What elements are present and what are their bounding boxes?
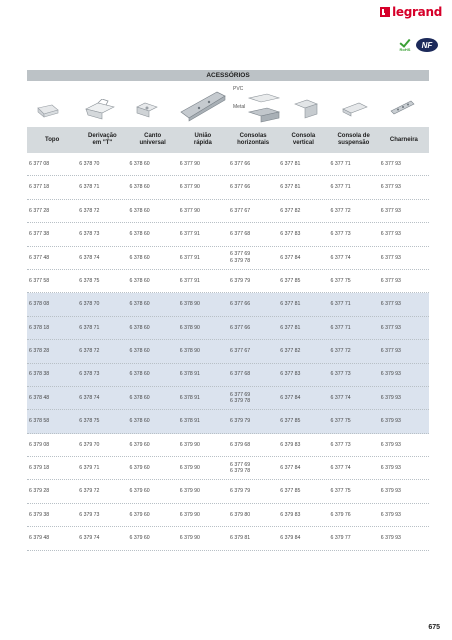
reference-cell: 6 377 90 [179,184,200,191]
reference-cell: 6 379 90 [179,535,200,542]
column-header-line1: Canto [144,133,162,140]
reference-code: 6 379 78 [230,468,251,475]
reference-stack [230,251,250,264]
column-header-line1: Topo [45,136,60,143]
reference-cell: 6 379 90 [179,511,200,518]
reference-cell: 6 378 91 [179,371,200,378]
suspension-bracket-image [341,101,369,117]
reference-cell: 6 377 48 [29,254,50,261]
table-row [27,364,429,387]
section-banner [27,70,429,81]
reference-cell: 6 378 60 [129,394,150,401]
reference-cell: 6 378 71 [79,324,100,331]
reference-cell: 6 378 60 [129,254,150,261]
reference-cell: 6 378 60 [129,324,150,331]
reference-cell: 6 377 81 [280,301,301,308]
reference-cell: 6 377 93 [380,160,401,167]
column-header-label [139,133,165,146]
reference-code: 6 377 69 [230,391,251,398]
reference-cell: 6 377 18 [29,184,50,191]
reference-cell: 6 377 71 [330,160,351,167]
column-header-label [88,133,117,146]
column-header-line1: Derivação [88,133,117,140]
reference-cell: 6 377 71 [330,184,351,191]
reference-cell: 6 377 38 [29,231,50,238]
reference-cell: 6 378 72 [79,207,100,214]
table-body [27,153,429,551]
reference-cell: 6 378 60 [129,231,150,238]
reference-cell: 6 377 28 [29,207,50,214]
table-row [27,200,429,223]
reference-cell: 6 378 90 [179,324,200,331]
reference-cell [228,457,278,479]
reference-cell: 6 379 79 [230,418,251,425]
reference-cell: 6 379 93 [380,418,401,425]
reference-cell: 6 377 93 [380,277,401,284]
table-row [27,434,429,457]
table-row [27,247,429,270]
reference-cell: 6 379 70 [79,441,100,448]
product-images [27,82,429,127]
reference-cell: 6 377 71 [330,324,351,331]
column-header [329,127,379,153]
reference-cell: 6 377 68 [230,231,251,238]
column-header [278,127,328,153]
reference-cell: 6 378 75 [79,418,100,425]
reference-cell: 6 379 38 [29,511,50,518]
column-header-line2: horizontais [237,140,270,146]
table-row [27,340,429,363]
column-header-label [237,133,269,146]
reference-cell: 6 377 93 [380,231,401,238]
reference-stack [230,462,250,475]
column-header [77,127,127,153]
end-cap-image [37,104,59,118]
reference-cell: 6 378 60 [129,371,150,378]
column-header-label [45,137,59,144]
reference-cell: 6 378 72 [79,348,100,355]
column-header [178,127,228,153]
reference-cell: 6 379 08 [29,441,50,448]
reference-cell: 6 379 81 [230,535,251,542]
reference-cell: 6 377 08 [29,160,50,167]
reference-cell: 6 377 67 [230,207,251,214]
table-row [27,293,429,316]
reference-cell: 6 377 82 [280,207,301,214]
rohs-badge [399,39,411,52]
reference-cell: 6 377 90 [179,207,200,214]
reference-cell: 6 379 76 [330,511,351,518]
reference-cell: 6 379 60 [129,465,150,472]
reference-cell: 6 377 73 [330,441,351,448]
reference-cell: 6 377 74 [330,465,351,472]
reference-cell: 6 377 93 [380,324,401,331]
reference-cell: 6 377 73 [330,231,351,238]
reference-cell: 6 377 81 [280,184,301,191]
reference-cell: 6 378 74 [79,254,100,261]
reference-cell: 6 379 93 [380,371,401,378]
column-header [379,127,429,153]
reference-cell: 6 378 90 [179,301,200,308]
reference-cell: 6 378 71 [79,184,100,191]
reference-cell: 6 377 72 [330,207,351,214]
reference-cell: 6 377 93 [380,348,401,355]
reference-cell: 6 379 73 [79,511,100,518]
reference-cell: 6 378 91 [179,394,200,401]
reference-cell: 6 377 93 [380,184,401,191]
quick-coupler-image [179,90,227,122]
tee-junction-image [84,99,116,121]
reference-cell: 6 378 28 [29,348,50,355]
reference-cell [228,387,278,409]
reference-cell: 6 377 68 [230,371,251,378]
column-header-label [337,133,369,146]
reference-cell: 6 377 82 [280,348,301,355]
nf-badge: NF [416,38,438,52]
column-header-label [390,137,418,144]
reference-cell: 6 379 83 [280,511,301,518]
reference-cell: 6 377 58 [29,277,50,284]
section-title: ACESSÓRIOS [206,72,250,79]
reference-cell: 6 377 91 [179,277,200,284]
reference-cell: 6 379 28 [29,488,50,495]
table-row [27,480,429,503]
reference-cell: 6 377 74 [330,394,351,401]
reference-cell: 6 379 93 [380,441,401,448]
reference-cell: 6 377 75 [330,418,351,425]
reference-cell: 6 379 79 [230,277,251,284]
reference-cell: 6 377 83 [280,231,301,238]
reference-cell: 6 377 66 [230,301,251,308]
reference-cell: 6 379 93 [380,394,401,401]
reference-cell: 6 377 93 [380,254,401,261]
table-row [27,223,429,246]
reference-cell: 6 377 85 [280,418,301,425]
column-header-line1: Charneira [389,136,418,143]
reference-cell: 6 379 60 [129,511,150,518]
table-row [27,317,429,340]
reference-cell: 6 378 60 [129,348,150,355]
reference-code: 6 379 78 [230,398,251,405]
reference-cell: 6 377 84 [280,465,301,472]
reference-code: 6 377 69 [230,461,251,468]
certifications [399,38,438,52]
reference-stack [230,392,250,405]
brand-name: legrand [392,5,442,19]
reference-cell: 6 378 60 [129,160,150,167]
table-row [27,527,429,550]
table-row [27,270,429,293]
reference-cell: 6 378 48 [29,394,50,401]
column-header [228,127,278,153]
reference-cell: 6 377 66 [230,160,251,167]
reference-cell: 6 378 18 [29,324,50,331]
reference-cell: 6 378 75 [79,277,100,284]
reference-cell: 6 379 90 [179,441,200,448]
reference-cell: 6 379 93 [380,488,401,495]
reference-cell: 6 379 93 [380,465,401,472]
reference-cell: 6 378 38 [29,371,50,378]
table-row [27,176,429,199]
reference-cell: 6 377 93 [380,207,401,214]
reference-cell: 6 377 71 [330,301,351,308]
reference-cell: 6 378 08 [29,301,50,308]
reference-cell: 6 377 91 [179,231,200,238]
column-header-line2: universal [139,140,166,146]
column-header-line2: vertical [292,140,314,146]
reference-cell: 6 377 83 [280,371,301,378]
reference-cell: 6 379 93 [380,511,401,518]
reference-cell: 6 379 18 [29,465,50,472]
column-header [27,127,77,153]
reference-cell: 6 379 71 [79,465,100,472]
column-header-line2: em "T" [92,140,113,146]
reference-cell: 6 379 79 [230,488,251,495]
column-header [128,127,178,153]
table-row [27,387,429,410]
reference-cell: 6 377 91 [179,254,200,261]
table-row [27,504,429,527]
reference-cell: 6 377 66 [230,184,251,191]
pvc-tag: PVC [233,86,244,92]
reference-cell: 6 379 60 [129,441,150,448]
hinge-image [389,99,415,117]
table-row [27,410,429,433]
reference-code: 6 379 78 [230,257,251,264]
reference-cell: 6 378 90 [179,348,200,355]
reference-cell: 6 378 60 [129,418,150,425]
reference-cell: 6 379 74 [79,535,100,542]
reference-cell: 6 377 75 [330,488,351,495]
vertical-bracket-image [293,98,319,120]
reference-cell: 6 377 66 [230,324,251,331]
reference-cell: 6 377 84 [280,394,301,401]
column-header-line2: rápida [193,140,212,146]
reference-cell [228,247,278,269]
column-header-line1: União [194,133,212,140]
reference-cell: 6 377 93 [380,301,401,308]
reference-cell: 6 379 90 [179,488,200,495]
reference-cell: 6 378 60 [129,207,150,214]
column-header-line1: Consola [291,133,316,140]
reference-cell: 6 379 80 [230,511,251,518]
table-row [27,153,429,176]
reference-cell: 6 379 93 [380,535,401,542]
table-header [27,127,429,153]
reference-cell: 6 378 60 [129,301,150,308]
legrand-logo [380,5,442,19]
reference-cell: 6 377 85 [280,277,301,284]
reference-cell: 6 378 70 [79,160,100,167]
check-icon [399,39,411,47]
legrand-logo-mark [380,7,390,17]
horizontal-bracket-image [245,90,283,124]
reference-cell: 6 378 70 [79,301,100,308]
reference-cell: 6 378 60 [129,184,150,191]
reference-cell: 6 378 91 [179,418,200,425]
page-number: 675 [428,624,440,631]
reference-cell: 6 377 75 [330,277,351,284]
reference-cell: 6 377 85 [280,488,301,495]
reference-cell: 6 379 77 [330,535,351,542]
reference-cell: 6 378 74 [79,394,100,401]
reference-cell: 6 377 90 [179,160,200,167]
reference-cell: 6 379 84 [280,535,301,542]
reference-cell: 6 379 72 [79,488,100,495]
column-header-label [194,133,212,146]
metal-tag: Metal [233,104,246,110]
rohs-label: RoHS [399,47,411,52]
reference-cell: 6 377 73 [330,371,351,378]
reference-cell: 6 379 60 [129,535,150,542]
reference-cell: 6 378 73 [79,371,100,378]
reference-cell: 6 377 72 [330,348,351,355]
reference-cell: 6 378 58 [29,418,50,425]
reference-cell: 6 379 48 [29,535,50,542]
reference-cell: 6 377 81 [280,324,301,331]
reference-code: 6 377 69 [230,251,251,258]
reference-cell: 6 379 68 [230,441,251,448]
table-row [27,457,429,480]
reference-cell: 6 377 67 [230,348,251,355]
reference-cell: 6 377 74 [330,254,351,261]
reference-cell: 6 379 60 [129,488,150,495]
reference-cell: 6 379 90 [179,465,200,472]
reference-cell: 6 379 83 [280,441,301,448]
reference-cell: 6 377 81 [280,160,301,167]
reference-cell: 6 378 73 [79,231,100,238]
column-header-line2: suspensão [337,140,370,146]
column-header-label [292,133,316,146]
universal-corner-image [135,101,159,119]
column-header-line1: Consola de [337,133,370,140]
reference-cell: 6 377 84 [280,254,301,261]
reference-cell: 6 378 60 [129,277,150,284]
column-header-line1: Consolas [239,133,267,140]
